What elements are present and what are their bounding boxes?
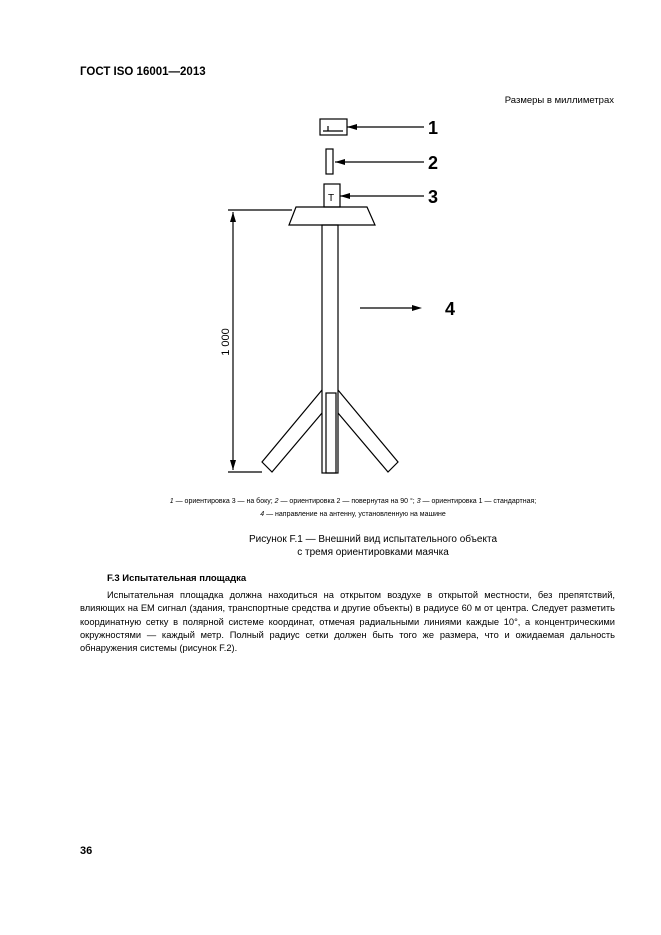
legend-part: 4 [260, 511, 265, 518]
callout-3: 3 [428, 187, 439, 207]
beacon-marker-letter: T [327, 193, 335, 204]
document-header: ГОСТ ISO 16001—2013 [80, 66, 206, 78]
legend-part: 1 [169, 498, 174, 505]
height-dimension-label: 1 000 [220, 328, 232, 356]
figure-caption [80, 533, 661, 559]
callout-2: 2 [428, 153, 439, 173]
legend-part: — ориентировка 3 — на боку; [173, 498, 275, 505]
stand-leg-left [262, 390, 322, 472]
units-note: Размеры в миллиметрах [504, 95, 614, 106]
caption-line-2: с тремя ориентировками маячка [297, 547, 449, 558]
callout-1: 1 [428, 118, 439, 138]
legend-part: — направление на антенну, установленную на машине [264, 511, 446, 518]
caption-line-1: Рисунок F.1 — Внешний вид испытательного объекта [248, 534, 498, 545]
legend-part: — ориентировка 2 — повернутая на 90 °; [278, 498, 417, 505]
legend-part: 3 [416, 498, 421, 505]
legend-part: 2 [274, 498, 279, 505]
section-paragraph: Испытательная площадка должна находиться на открытом воздухе в открытой местности, без препятствий, влияющих на ЕМ сигнал (здания, транспортные средства и другие объекты) в радиусе 60 м от центра. Следует разметить координатную сетку в полярной системе координат, отмечая радиальными линиями каждые 10°, а концентрическими окружностями — каждый метр. Полный радиус сетки должен быть того же размера, что и ожидаемая дальность обнаружения системы (рисунок F.2). [80, 590, 615, 654]
section-title: F.3 Испытательная площадка [107, 573, 247, 584]
page-number: 36 [80, 845, 93, 857]
stand-leg-right [338, 390, 398, 472]
callout-4: 4 [445, 299, 456, 319]
legend-part: — ориентировка 1 — стандартная; [420, 498, 537, 505]
figure-legend-line-2 [60, 509, 646, 521]
beacon-orientation-2 [326, 149, 333, 174]
test-object-figure [0, 110, 661, 490]
stand-top-plate [289, 207, 375, 225]
beacon-orientation-3 [320, 119, 347, 135]
figure-legend-line-1 [60, 496, 646, 508]
